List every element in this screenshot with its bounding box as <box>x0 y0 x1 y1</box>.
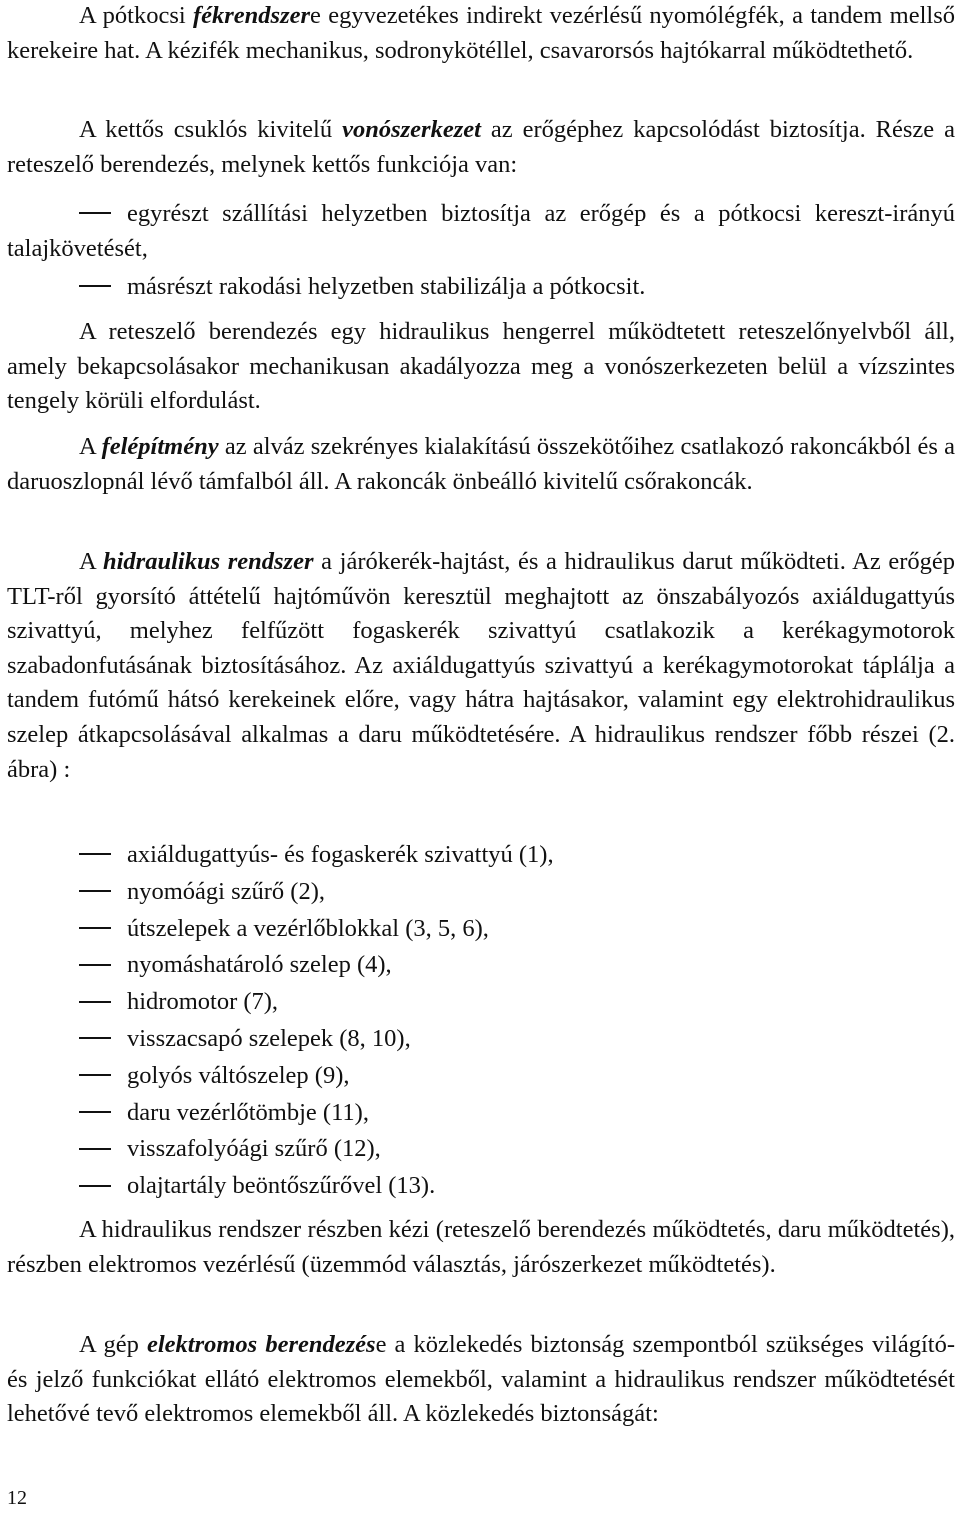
dash-bullet <box>79 964 111 966</box>
dash-bullet <box>79 212 111 214</box>
dash-bullet <box>79 1074 111 1076</box>
list-item <box>7 874 955 911</box>
dash-bullet <box>79 1148 111 1150</box>
list-item-text: axiáldugattyús- és fogaskerék szivattyú (1), <box>127 841 554 868</box>
paragraph-electrical <box>7 1328 955 1432</box>
text: A gép <box>79 1331 147 1358</box>
list-item <box>7 984 955 1021</box>
dash-bullet <box>79 853 111 855</box>
document-page <box>7 0 955 1513</box>
text: A pótkocsi <box>79 2 193 29</box>
dash-bullet <box>79 890 111 892</box>
dash-item-loading <box>7 270 955 305</box>
paragraph-locking-device: A reteszelő berendezés egy hidraulikus hengerrel működtetett reteszelőnyelvből áll, amely bekapcsolásakor mechanikusan akadályozza meg a vonószerkezeten belül a vízszintes tengely körüli elfordulást. <box>7 318 955 415</box>
dash-bullet <box>79 1037 111 1039</box>
paragraph-hydraulic-system <box>7 545 955 787</box>
list-item-text: daru vezérlőtömbje (11), <box>127 1098 369 1126</box>
list-item-text: visszafolyóági szűrő (12), <box>127 1135 381 1163</box>
list-item-text: golyós váltószelep (9), <box>127 1061 350 1089</box>
list-item-text: visszacsapó szelepek (8, 10), <box>127 1024 411 1052</box>
list-item-text: nyomáshatároló szelep (4), <box>127 951 392 979</box>
emphasis-term: vonószerkezet <box>342 116 481 143</box>
page-number: 12 <box>7 1487 27 1509</box>
paragraph-brake-system <box>7 0 955 68</box>
text: a járókerék-hajtást, és a hidraulikus darut működteti. Az erőgép TLT-ről gyorsító áttételű hajtóművön keresztül meghajtott az önszabályozós axiáldugattyús szivattyú, melyhez felfűzött fogaskerék szivattyú csatlakozik a kerékagymotorok szabadonfutásának biztosításához. Az axiáldugattyús szivattyú a kerékagymotorokat táplálja a tandem futómű hátsó kerekeinek előre, vagy hátra hajtásakor, valamint egy elektrohidraulikus szelep átkapcsolásával alkalmas a daru működtetésére. A hidraulikus rendszer főbb részei (2. ábra) : <box>7 548 955 783</box>
list-item <box>7 1131 955 1168</box>
dash-bullet <box>79 927 111 929</box>
dash-item-transport <box>7 197 955 266</box>
text: e egyvezetékes indirekt vezérlésű nyomólégfék, a tandem mellső kerekeire hat. A kézifék mechanikus, sodronykötéllel, csavarorsós hajtókarral működtethető. <box>7 2 955 64</box>
dash-bullet <box>79 1185 111 1187</box>
dash-item-text: egyrészt szállítási helyzetben biztosítja az erőgép és a pótkocsi kereszt-irányú talajkövetését, <box>7 200 955 262</box>
emphasis-term: hidraulikus rendszer <box>102 548 314 575</box>
dash-bullet <box>79 285 111 287</box>
paragraph-drawbar <box>7 113 955 182</box>
text: az alváz szekrényes kialakítású összekötőihez csatlakozó rakoncákból és a daruoszlopnál lévő támfalból áll. A rakoncák önbeálló kivitelű csőrakoncák. <box>7 433 956 495</box>
dash-bullet <box>79 1001 111 1003</box>
text: az erőgéphez kapcsolódást biztosítja. Része a reteszelő berendezés, melynek kettős funkciója van: <box>7 116 955 178</box>
text: A <box>79 548 103 575</box>
list-item-text: olajtartály beöntőszűrővel (13). <box>127 1172 436 1200</box>
list-item <box>7 1058 955 1095</box>
list-item-text: nyomóági szűrő (2), <box>127 877 325 905</box>
list-item <box>7 1021 955 1058</box>
text: A <box>79 433 102 460</box>
list-item-text: hidromotor (7), <box>127 988 279 1016</box>
dash-bullet <box>79 1111 111 1113</box>
list-item-text: útszelepek a vezérlőblokkal (3, 5, 6), <box>127 914 489 942</box>
paragraph-control-modes: A hidraulikus rendszer részben kézi (reteszelő berendezés működtetés, daru működtetés), részben elektromos vezérlésű (üzemmód választás, járószerkezet működtetés). <box>7 1216 955 1278</box>
hydraulic-parts-list <box>7 837 955 1205</box>
list-item <box>7 947 955 984</box>
list-item <box>7 911 955 948</box>
emphasis-term: elektromos berendezés <box>146 1331 376 1358</box>
paragraph-superstructure <box>7 430 955 499</box>
list-item <box>7 1095 955 1132</box>
text: A kettős csuklós kivitelű <box>79 116 343 143</box>
list-item <box>7 1168 955 1205</box>
text: e a közlekedés biztonság szempontból szükséges világító- és jelző funkciókat ellátó elektromos elemekből, valamint a hidraulikus rendszer működtetését lehetővé tevő elektromos elemekből áll. A közlekedés biztonságát: <box>7 1331 955 1428</box>
emphasis-term: fékrendszer <box>192 2 311 29</box>
list-item <box>7 837 955 874</box>
emphasis-term: felépítmény <box>101 433 219 460</box>
dash-item-text: másrészt rakodási helyzetben stabilizálja a pótkocsit. <box>127 273 646 300</box>
